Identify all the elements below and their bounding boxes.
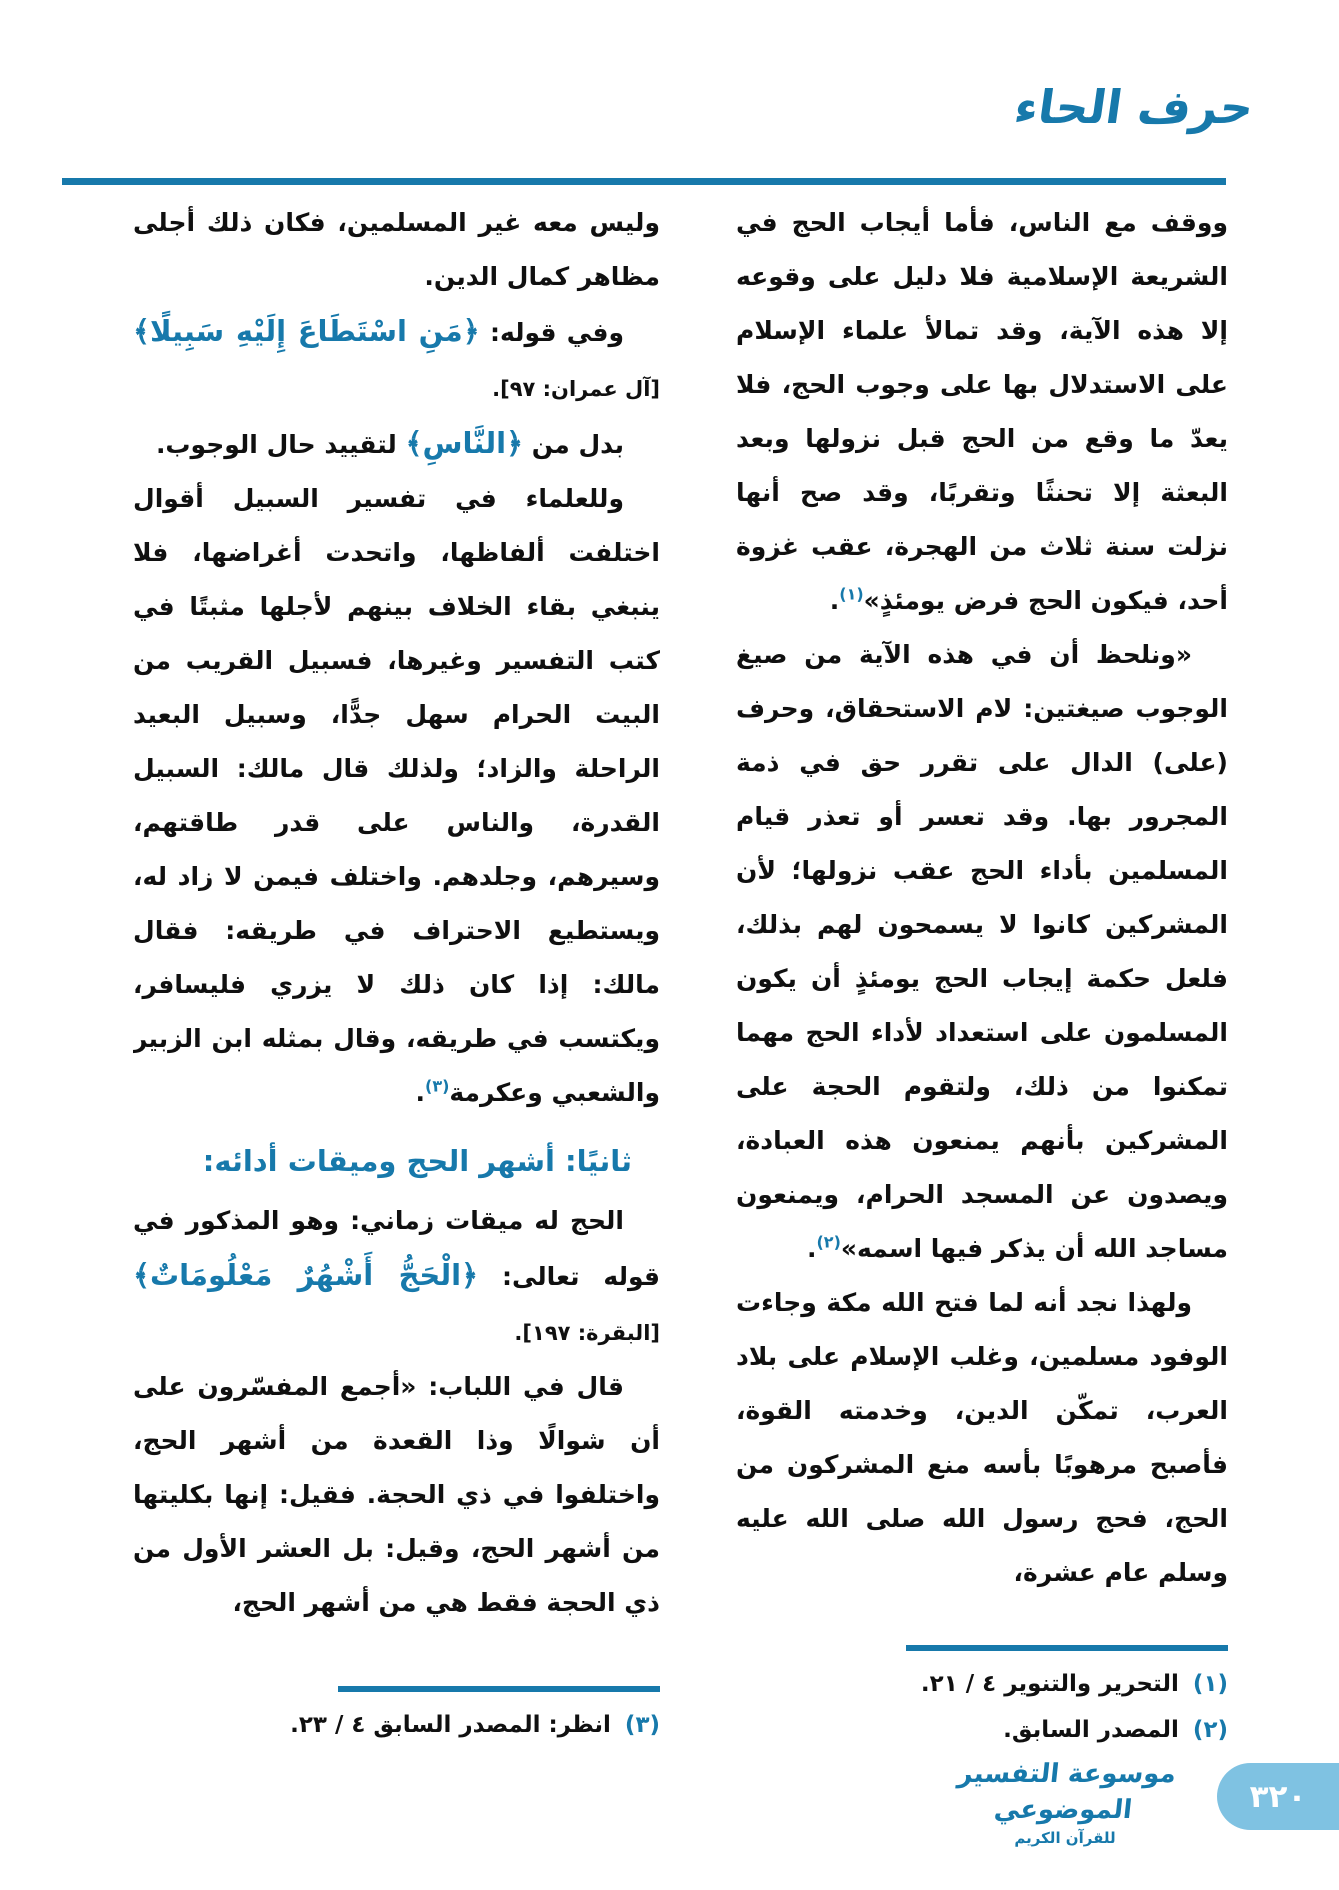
footnote xyxy=(736,1661,1228,1707)
body-text: ولهذا نجد أنه لما فتح الله مكة وجاءت الوفود مسلمين، وغلب الإسلام على بلاد العرب، تمكّن الدين، وخدمته القوة، فأصبح مرهوبًا بأسه منع المشركون من الحج، فحج رسول الله صلى الله عليه وسلم عام عشرة، xyxy=(736,1288,1228,1587)
footnote-list-left xyxy=(133,1702,660,1748)
section-heading xyxy=(133,1136,660,1186)
body-text: الحج له ميقات زماني: وهو المذكور في قوله تعالى: xyxy=(133,1206,660,1291)
chapter-header-title: حرف الحاء xyxy=(1011,80,1257,134)
paragraph xyxy=(133,1360,660,1630)
paragraph xyxy=(133,196,660,304)
text-column-right xyxy=(736,196,1228,1644)
footnote-text: المصدر السابق. xyxy=(1003,1717,1179,1743)
body-text: وفي قوله: xyxy=(479,318,625,347)
footnote-text: التحرير والتنوير ٤ / ٢١. xyxy=(920,1671,1179,1697)
body-text: . xyxy=(829,586,840,615)
paragraph xyxy=(736,196,1228,628)
quran-verse: ﴿النَّاسِ﴾ xyxy=(405,426,524,460)
body-text: وللعلماء في تفسير السبيل أقوال اختلفت ألفاظها، واتحدت أغراضها، فلا ينبغي بقاء الخلاف بينهم لأجلها مثبتًا في كتب التفسير وغيرها، فسبيل القريب من البيت الحرام سهل جدًّا، وسبيل البعيد الراحلة والزاد؛ ولذلك قال مالك: السبيل القدرة، والناس على قدر طاقتهم، وسيرهم، وجلدهم. واختلف فيمن لا زاد له، ويستطيع الاحتراف في طريقه: فقال مالك: إذا كان ذلك لا يزري فليسافر، ويكتسب في طريقه، وقال بمثله ابن الزبير والشعبي وعكرمة xyxy=(133,484,660,1107)
body-text: ثانيًا: أشهر الحج وميقات أدائه: xyxy=(202,1144,632,1178)
verse-citation: [آل عمران: ٩٧]. xyxy=(492,377,660,401)
footnote-divider xyxy=(906,1645,1228,1651)
footnote-number: (٣) xyxy=(624,1712,660,1738)
paragraph xyxy=(133,1194,660,1360)
quran-verse: ﴿الْحَجُّ أَشْهُرٌ مَعْلُومَاتٌ﴾ xyxy=(133,1258,479,1292)
body-text: . xyxy=(415,1078,425,1107)
page-number: ٣٢٠ xyxy=(1249,1778,1307,1815)
body-text: ووقف مع الناس، فأما أيجاب الحج في الشريعة الإسلامية فلا دليل على وقوعه إلا هذه الآية، وقد تمالأ علماء الإسلام على الاستدلال بها على وجوب الحج، فلا يعدّ ما وقع من الحج قبل نزولها وبعد البعثة إلا تحنثًا وتقربًا، وقد صح أنها نزلت سنة ثلاث من الهجرة، عقب غزوة أحد، فيكون الحج فرض يومئذٍ» xyxy=(736,208,1228,615)
paragraph xyxy=(133,472,660,1120)
footnotes-block-left xyxy=(133,1686,660,1748)
footnote-text: انظر: المصدر السابق ٤ / ٢٣. xyxy=(290,1712,611,1738)
footnote-list-right xyxy=(736,1661,1228,1753)
footnote xyxy=(736,1707,1228,1753)
footnote-number: (١) xyxy=(1192,1671,1228,1697)
body-text: . xyxy=(806,1234,817,1263)
footnote-ref: (٢) xyxy=(816,1232,841,1252)
footnote xyxy=(133,1702,660,1748)
paragraph xyxy=(736,628,1228,1276)
header-divider xyxy=(62,178,1226,185)
paragraph xyxy=(736,1276,1228,1600)
paragraph xyxy=(133,416,660,472)
footnotes-block-right xyxy=(736,1645,1228,1753)
footnote-ref: (٣) xyxy=(425,1076,450,1096)
quran-verse: ﴿مَنِ اسْتَطَاعَ إِلَيْهِ سَبِيلًا﴾ xyxy=(133,314,480,348)
body-text: «ونلحظ أن في هذه الآية من صيغ الوجوب صيغتين: لام الاستحقاق، وحرف (على) الدال على تقرر حق في ذمة المجرور بها. وقد تعسر أو تعذر قيام المسلمين بأداء الحج عقب نزولها؛ لأن المشركين كانوا لا يسمحون لهم بذلك، فلعل حكمة إيجاب الحج يومئذٍ أن يكون المسلمون على استعداد لأداء الحج مهما تمكنوا من ذلك، ولتقوم الحجة على المشركين بأنهم يمنعون هذه العبادة، ويصدون عن المسجد الحرام، ويمنعون مساجد الله أن يذكر فيها اسمه» xyxy=(736,640,1228,1263)
publisher-logo xyxy=(920,1756,1210,1848)
footnote-number: (٢) xyxy=(1192,1717,1228,1743)
body-text: بدل من xyxy=(523,430,624,459)
publisher-logo-title: موسوعة التفسير الموضوعي xyxy=(956,1759,1178,1825)
body-text: قال في اللباب: «أجمع المفسّرون على أن شوالًا وذا القعدة من أشهر الحج، واختلفوا في ذي الحجة. فقيل: إنها بكليتها من أشهر الحج، وقيل: بل العشر الأول من ذي الحجة فقط هي من أشهر الحج، xyxy=(133,1372,660,1617)
verse-citation: [البقرة: ١٩٧]. xyxy=(514,1321,660,1345)
footnote-ref: (١) xyxy=(839,584,864,604)
publisher-logo-subtitle: للقرآن الكريم xyxy=(1014,1829,1116,1847)
page-number-badge xyxy=(1217,1763,1339,1830)
paragraph xyxy=(133,304,660,416)
body-text: وليس معه غير المسلمين، فكان ذلك أجلى مظاهر كمال الدين. xyxy=(133,208,660,291)
body-text: لتقييد حال الوجوب. xyxy=(155,430,406,459)
footnote-divider xyxy=(338,1686,660,1692)
text-column-left xyxy=(133,196,660,1682)
